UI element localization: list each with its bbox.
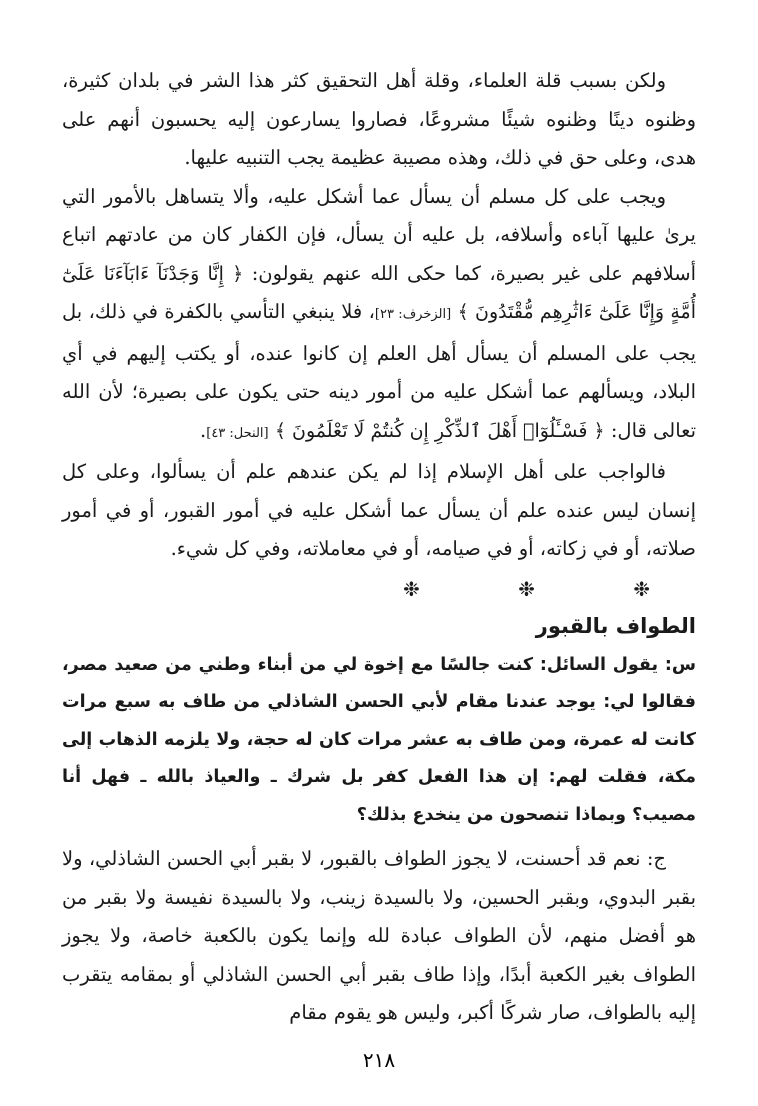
quran-verse-nahl: ﴿ فَسْـَٔلُوٓا۟ أَهْلَ ٱلذِّكْرِ إِن كُنتُمْ لَا تَعْلَمُونَ ﴾	[274, 419, 605, 442]
paragraph-asking-end: .	[200, 418, 207, 442]
paragraph-duty: فالواجب على أهل الإسلام إذا لم يكن عندهم علم أن يسألوا، وعلى كل إنسان ليس عنده علم أن يسأل عما أشكل عليه في أمور القبور، أو في أمور صلاته، أو في زكاته، أو في صيامه، أو في معاملاته، وفي كل شيء.	[62, 460, 696, 560]
verse-reference-nahl: [النحل: ٤٣]	[206, 425, 269, 441]
question-text: س: يقول السائل: كنت جالسًا مع إخوة لي من أبناء وطني من صعيد مصر، فقالوا لي: يوجد عندنا مقام لأبي الحسن الشاذلي من طاف به سبع مرات كانت له عمرة، ومن طاف به عشر مرات كان له حجة، ولا يلزمه الذهاب إلى مكة، فقلت لهم: إن هذا الفعل كفر بل شرك ـ والعياذ بالله ـ فهل أنا مصيب؟ وبماذا تنصحون من ينخدع بذلك؟	[62, 654, 696, 825]
page-number: ٢١٨	[362, 1048, 396, 1072]
paragraph-asking-text-1: ويجب على كل مسلم أن يسأل عما أشكل عليه، وألا يتساهل بالأمور التي يرىٰ عليها آباءه وأسلافه، بل عليه أن يسأل، فإن الكفار كان من عادتهم اتباع أسلافهم على غير بصيرة، كما حكى الله عنهم يقولون:	[62, 184, 696, 285]
verse-reference-zukhruf: [الزخرف: ٢٣]	[374, 307, 452, 322]
paragraph-asking-text-2: ، فلا ينبغي التأسي بالكفرة في ذلك، بل يجب على المسلم أن يسأل أهل العلم إن كانوا عنده، أو يكتب إليهم في أي البلاد، ويسألهم عما أشكل عليه من أمور دينه حتى يكون على بصيرة؛ لأن الله تعالى قال:	[62, 300, 696, 442]
section-separator: ❉ ❉ ❉	[403, 576, 696, 601]
quran-verse-zukhruf: ﴿ إِنَّا وَجَدْنَآ ءَابَآءَنَا عَلَىٰٓ أُمَّةٍ وَإِنَّا عَلَىٰٓ ءَاثَٰرِهِم مُّقْتَدُونَ ﴾	[62, 262, 697, 323]
section-heading: الطواف بالقبور	[535, 613, 696, 638]
paragraph-intro: ولكن بسبب قلة العلماء، وقلة أهل التحقيق كثر هذا الشر في بلدان كثيرة، وظنوه دينًا وظنوه شيئًا مشروعًا، فصاروا يسارعون إليه يحسبون أنهم على هدى، وعلى حق في ذلك، وهذه مصيبة عظيمة يجب التنبيه عليها.	[62, 69, 696, 169]
page-body	[62, 62, 696, 1033]
paragraph-asking	[62, 178, 696, 454]
answer-text: ج: نعم قد أحسنت، لا يجوز الطواف بالقبور، لا بقبر أبي الحسن الشاذلي، ولا بقبر البدوي، وبقبر الحسين، ولا بالسيدة زينب، ولا بالسيدة نفيسة ولا بقبر من هو أفضل منهم، لأن الطواف عبادة لله وإنما يكون بالكعبة خاصة، ولا يجوز الطواف بغير الكعبة أبدًا، وإذا طاف بقبر أبي الحسن الشاذلي أو بمقامه يتقرب إليه بالطواف، صار شركًا أكبر، وليس هو يقوم مقام	[62, 847, 696, 1024]
